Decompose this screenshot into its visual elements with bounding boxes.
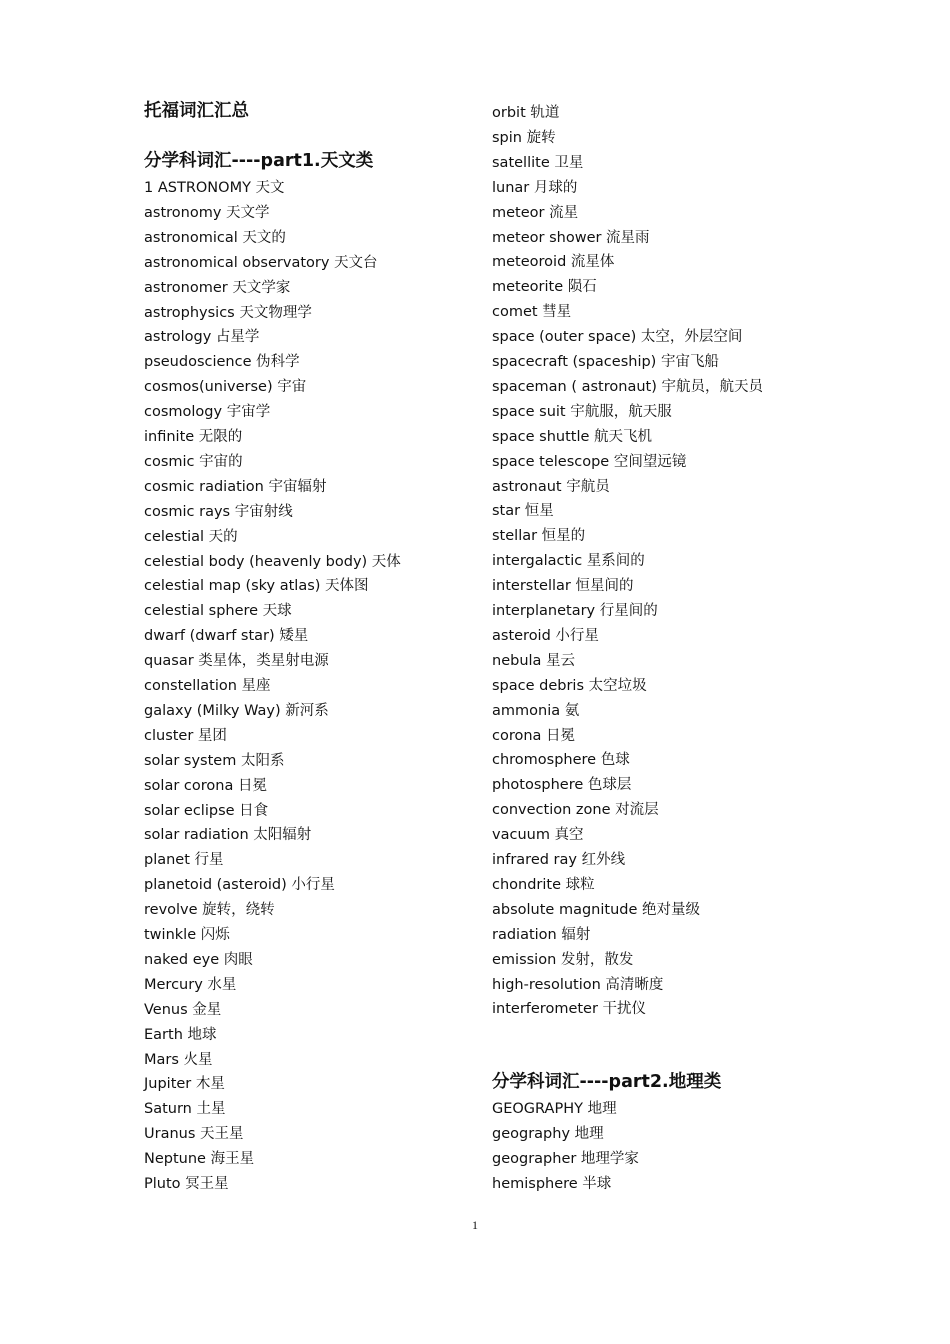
vocab-entry: vacuum 真空: [492, 827, 584, 844]
vocab-entry: lunar 月球的: [492, 179, 578, 196]
section-heading-astronomy: 分学科词汇----part1.天文类: [144, 151, 374, 171]
vocab-entry: star 恒星: [492, 503, 554, 520]
vocab-entry: astronomical observatory 天文台: [144, 254, 378, 271]
vocab-entry: astronaut 宇航员: [492, 478, 610, 495]
vocab-entry: Earth 地球: [144, 1026, 217, 1043]
vocab-entry: quasar 类星体，类星射电源: [144, 653, 329, 670]
vocab-entry: naked eye 肉眼: [144, 951, 253, 968]
vocab-entry: pseudoscience 伪科学: [144, 354, 300, 371]
vocab-entry: meteorite 陨石: [492, 279, 597, 296]
vocab-entry: Mercury 水星: [144, 976, 237, 993]
vocab-entry: meteor shower 流星雨: [492, 229, 650, 246]
vocab-entry: space (outer space) 太空，外层空间: [492, 329, 743, 346]
vocab-entry: absolute magnitude 绝对量级: [492, 901, 700, 918]
vocab-entry: astronomical 天文的: [144, 229, 286, 246]
vocab-entry: solar system 太阳系: [144, 752, 285, 769]
vocab-entry: astrophysics 天文物理学: [144, 304, 312, 321]
vocab-entry: cluster 星团: [144, 727, 227, 744]
vocab-entry: Uranus 天王星: [144, 1126, 244, 1143]
vocab-entry: stellar 恒星的: [492, 528, 586, 545]
vocab-entry: solar eclipse 日食: [144, 802, 269, 819]
vocab-entry: solar corona 日冕: [144, 777, 267, 794]
vocab-entry: geography 地理: [492, 1125, 604, 1142]
vocab-entry: dwarf (dwarf star) 矮星: [144, 628, 309, 645]
vocab-entry: astrology 占星学: [144, 329, 260, 346]
vocab-entry: Venus 金星: [144, 1001, 222, 1018]
vocab-entry: space shuttle 航天飞机: [492, 428, 653, 445]
vocab-entry: interstellar 恒星间的: [492, 578, 634, 595]
vocab-entry: cosmic 宇宙的: [144, 453, 243, 470]
vocab-entry: space debris 太空垃圾: [492, 677, 647, 694]
vocab-entry: astronomer 天文学家: [144, 279, 291, 296]
vocab-entry: twinkle 闪烁: [144, 927, 230, 943]
vocab-entry: hemisphere 半球: [492, 1175, 612, 1192]
document-title: 托福词汇汇总: [144, 101, 249, 121]
vocab-entry: solar radiation 太阳辐射: [144, 827, 312, 844]
vocab-entry: spacecraft (spaceship) 宇宙飞船: [492, 354, 719, 370]
vocab-entry: celestial map (sky atlas) 天体图: [144, 578, 369, 595]
vocab-entry: Saturn 土星: [144, 1101, 226, 1118]
vocab-entry: astronomy 天文学: [144, 204, 270, 221]
vocab-entry: asteroid 小行星: [492, 627, 599, 644]
vocab-entry: Mars 火星: [144, 1051, 213, 1068]
vocab-entry: planetoid (asteroid) 小行星: [144, 877, 335, 894]
vocab-entry: orbit 轨道: [492, 105, 560, 121]
vocab-entry: radiation 辐射: [492, 926, 591, 943]
vocab-entry: Neptune 海王星: [144, 1151, 255, 1168]
vocab-entry: convection zone 对流层: [492, 802, 659, 819]
vocab-entry: interplanetary 行星间的: [492, 603, 658, 619]
section-heading-geography: 分学科词汇----part2.地理类: [492, 1072, 722, 1092]
vocab-entry: meteoroid 流星体: [492, 254, 615, 271]
vocab-entry: emission 发射，散发: [492, 951, 634, 968]
vocab-entry: meteor 流星: [492, 204, 579, 221]
vocab-entry: cosmic radiation 宇宙辐射: [144, 478, 327, 495]
vocab-entry: spaceman ( astronaut) 宇航员，航天员: [492, 378, 763, 395]
vocab-entry: interferometer 干扰仪: [492, 1001, 647, 1018]
page-number: 1: [472, 1218, 478, 1232]
vocab-entry: celestial body (heavenly body) 天体: [144, 553, 401, 570]
vocab-entry: geographer 地理学家: [492, 1150, 639, 1167]
vocab-entry: satellite 卫星: [492, 154, 584, 171]
vocab-entry: galaxy (Milky Way) 新河系: [144, 702, 329, 719]
vocab-entry: comet 彗星: [492, 304, 572, 321]
vocab-entry: celestial sphere 天球: [144, 603, 292, 620]
vocab-entry: spin 旋转: [492, 129, 556, 146]
vocab-entry: space suit 宇航服，航天服: [492, 403, 672, 420]
vocab-entry: planet 行星: [144, 852, 224, 869]
vocab-entry: cosmology 宇宙学: [144, 404, 271, 421]
vocab-entry: Pluto 冥王星: [144, 1176, 229, 1192]
vocab-entry: nebula 星云: [492, 652, 576, 669]
vocab-entry: chromosphere 色球: [492, 752, 630, 769]
vocab-entry: chondrite 球粒: [492, 876, 595, 893]
vocab-entry: cosmos(universe) 宇宙: [144, 379, 307, 396]
vocab-entry: revolve 旋转，绕转: [144, 902, 275, 919]
vocab-entry: Jupiter 木星: [144, 1076, 225, 1093]
vocab-entry: 1 ASTRONOMY 天文: [144, 180, 285, 196]
vocab-entry: photosphere 色球层: [492, 777, 632, 794]
vocab-entry: ammonia 氨: [492, 702, 580, 719]
vocab-entry: intergalactic 星系间的: [492, 553, 645, 570]
vocab-entry: celestial 天的: [144, 528, 238, 545]
vocab-entry: constellation 星座: [144, 678, 271, 694]
vocab-entry: infrared ray 红外线: [492, 852, 626, 868]
vocab-entry: space telescope 空间望远镜: [492, 453, 687, 470]
vocab-entry: GEOGRAPHY 地理: [492, 1101, 617, 1117]
vocab-entry: corona 日冕: [492, 727, 576, 744]
vocab-entry: cosmic rays 宇宙射线: [144, 503, 293, 520]
vocab-entry: high-resolution 高清晰度: [492, 976, 664, 993]
vocab-entry: infinite 无限的: [144, 429, 243, 445]
